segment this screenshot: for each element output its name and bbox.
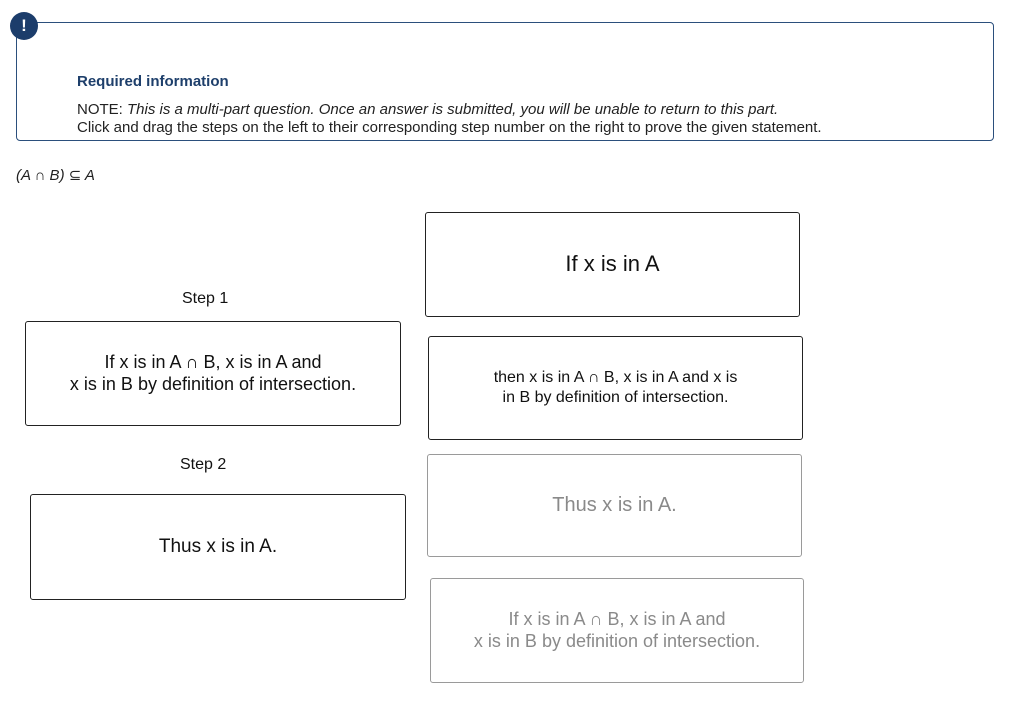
step-1-label: Step 1 [182, 290, 229, 307]
note-prefix: NOTE: [77, 101, 128, 118]
option-4-line-2: x is in B by definition of intersection. [473, 630, 761, 651]
option-4-line-1: If x is in A ∩ B, x is in A and [508, 608, 726, 629]
option-card-used [427, 454, 802, 557]
step-2-answer-line-1: Thus x is in A. [158, 536, 278, 558]
step-2-label: Step 2 [180, 456, 227, 473]
step-2-dropzone[interactable] [30, 494, 406, 600]
step-2-answer[interactable] [159, 535, 277, 558]
step-1-answer[interactable] [70, 352, 356, 396]
info-note [77, 101, 778, 118]
option-2-line-1: then x is in A ∩ B, x is in A and x is [493, 369, 738, 387]
option-card[interactable] [425, 212, 800, 317]
option-3-line-1: Thus x is in A. [552, 494, 677, 517]
required-info-panel [16, 22, 994, 141]
option-card[interactable] [428, 336, 803, 440]
note-text: This is a multi-part question. Once an answer is submitted, you will be unable to return to this part. [127, 101, 779, 118]
step-1-answer-line-1: If x is in A ∩ B, x is in A and [104, 351, 322, 372]
info-instruction: Click and drag the steps on the left to their corresponding step number on the right to prove the given statement. [77, 119, 822, 136]
alert-icon: ! [10, 12, 38, 40]
step-1-answer-line-2: x is in B by definition of intersection. [69, 373, 357, 394]
info-title: Required information [77, 73, 229, 90]
given-statement: (A ∩ B) ⊆ A [16, 167, 95, 184]
option-1-line-1: If x is in A [565, 251, 660, 277]
step-1-dropzone[interactable] [25, 321, 401, 426]
option-card-used [430, 578, 804, 683]
option-2-line-2: in B by definition of intersection. [502, 389, 729, 406]
